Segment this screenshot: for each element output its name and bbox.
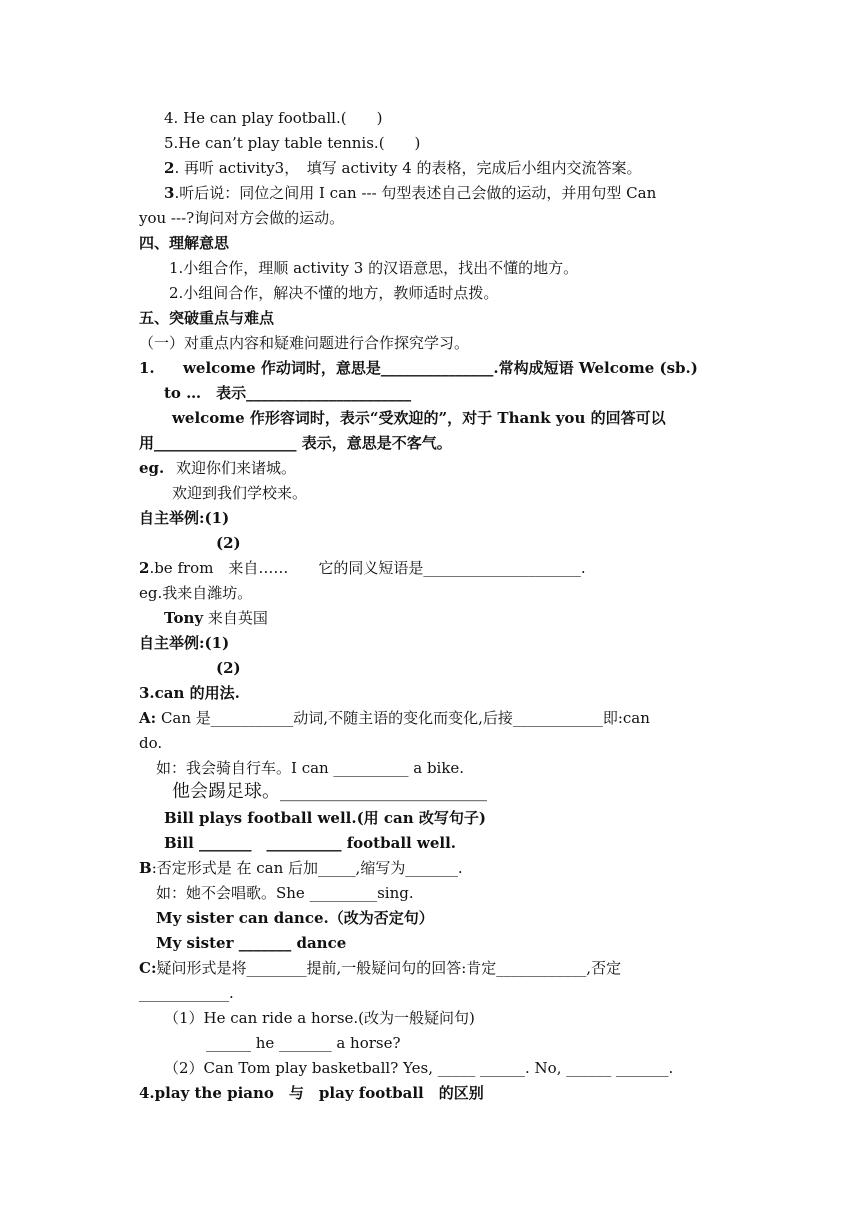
- question-1: （1）He can ride a horse.(改为一般疑问句): [164, 1009, 475, 1027]
- section-4-item-1: 1.小组合作，理顺 activity 3 的汉语意思，找出不懂的地方。: [169, 259, 579, 277]
- point-3-b-text: :否定形式是 在 can 后加_____,缩写为_______.: [151, 859, 463, 877]
- point-3-a-example-2: 他会踢足球。_______________________: [172, 781, 487, 802]
- step-3-number: 3: [164, 184, 175, 202]
- step-2-number: 2: [164, 159, 175, 177]
- point-2: [139, 558, 586, 578]
- point-1-text: welcome 作动词时，意思是_______________.常构成短语 Welcome (sb.): [183, 359, 698, 377]
- point-2-example: eg.我来自潍坊。: [139, 584, 253, 602]
- exercise-item-5: 5.He can’t play table tennis.( ): [164, 134, 421, 152]
- point-3-b-label: B: [139, 859, 152, 877]
- example-1-line-2: 欢迎到我们学校来。: [172, 484, 308, 502]
- self-example-2-label: 自主举例:(1): [139, 634, 230, 652]
- self-example-2-second: (2): [216, 659, 241, 677]
- point-3-b-example: 如：她不会唱歌。She _________sing.: [156, 884, 414, 902]
- question-1-fill: ______ he _______ a horse?: [206, 1034, 401, 1052]
- point-3-c-continued: ____________.: [139, 984, 234, 1002]
- point-2-text: .be from 来自…… 它的同义短语是_____________________.: [149, 559, 586, 577]
- step-3-continued: you ---?询问对方会做的运动。: [139, 209, 345, 227]
- point-3-a: [139, 708, 650, 728]
- point-1-adjective: welcome 作形容词时，表示“受欢迎的”，对于 Thank you 的回答可以: [172, 409, 666, 427]
- point-1-continued: to … 表示______________________: [164, 384, 412, 402]
- point-3-a-label: A:: [139, 709, 157, 727]
- example-1-label: eg.: [139, 459, 165, 477]
- step-2-text: . 再听 activity3， 填写 activity 4 的表格，完成后小组内交流答案。: [174, 159, 642, 177]
- point-2-number: 2: [139, 559, 150, 577]
- exercise-item-4: 4. He can play football.( ): [164, 109, 383, 127]
- tony-rest: 来自英国: [203, 609, 268, 627]
- self-example-1-second: (2): [216, 534, 241, 552]
- point-1-number: 1.: [139, 359, 155, 377]
- step-3-text: .听后说：同位之间用 I can --- 句型表述自己会做的运动，并用句型 Can: [174, 184, 657, 202]
- step-3: [164, 183, 656, 203]
- point-3-title: 3.can 的用法.: [139, 684, 240, 702]
- point-3-c-text: 疑问形式是将________提前,一般疑问句的回答:肯定____________,否定: [156, 959, 622, 977]
- point-4-title: 4.play the piano 与 play football 的区别: [139, 1084, 484, 1102]
- example-1-line-1: 欢迎你们来诸城。: [176, 459, 297, 477]
- point-3-a-text: Can 是___________动词,不随主语的变化而变化,后接____________即:can: [156, 709, 650, 727]
- section-4-item-2: 2.小组间合作，解决不懂的地方，教师适时点拨。: [169, 284, 499, 302]
- tony-name: Tony: [164, 609, 204, 627]
- point-2-tony: [164, 608, 268, 628]
- point-3-a-continued: do.: [139, 734, 163, 752]
- point-3-b: [139, 858, 463, 878]
- section-5-title: 五、突破重点与难点: [139, 309, 275, 327]
- point-3-c: [139, 958, 621, 978]
- bill-instruction: Bill plays football well.(用 can 改写句子): [164, 809, 486, 827]
- point-3-a-example: 如：我会骑自行车。I can __________ a bike.: [156, 759, 465, 777]
- self-example-1-label: 自主举例:(1): [139, 509, 230, 527]
- section-5-subtitle: （一）对重点内容和疑难问题进行合作探究学习。: [139, 334, 470, 352]
- sister-fill: My sister _______ dance: [156, 934, 347, 952]
- point-1-adjective-continued: 用___________________ 表示，意思是不客气。: [139, 434, 452, 452]
- step-2: [164, 158, 642, 178]
- section-4-title: 四、理解意思: [139, 234, 230, 252]
- question-2: （2）Can Tom play basketball? Yes, _____ ______. No, ______ _______.: [164, 1059, 674, 1077]
- sister-instruction: My sister can dance.（改为否定句）: [156, 909, 434, 927]
- bill-fill: Bill _______ __________ football well.: [164, 834, 457, 852]
- point-3-c-label: C:: [139, 959, 157, 977]
